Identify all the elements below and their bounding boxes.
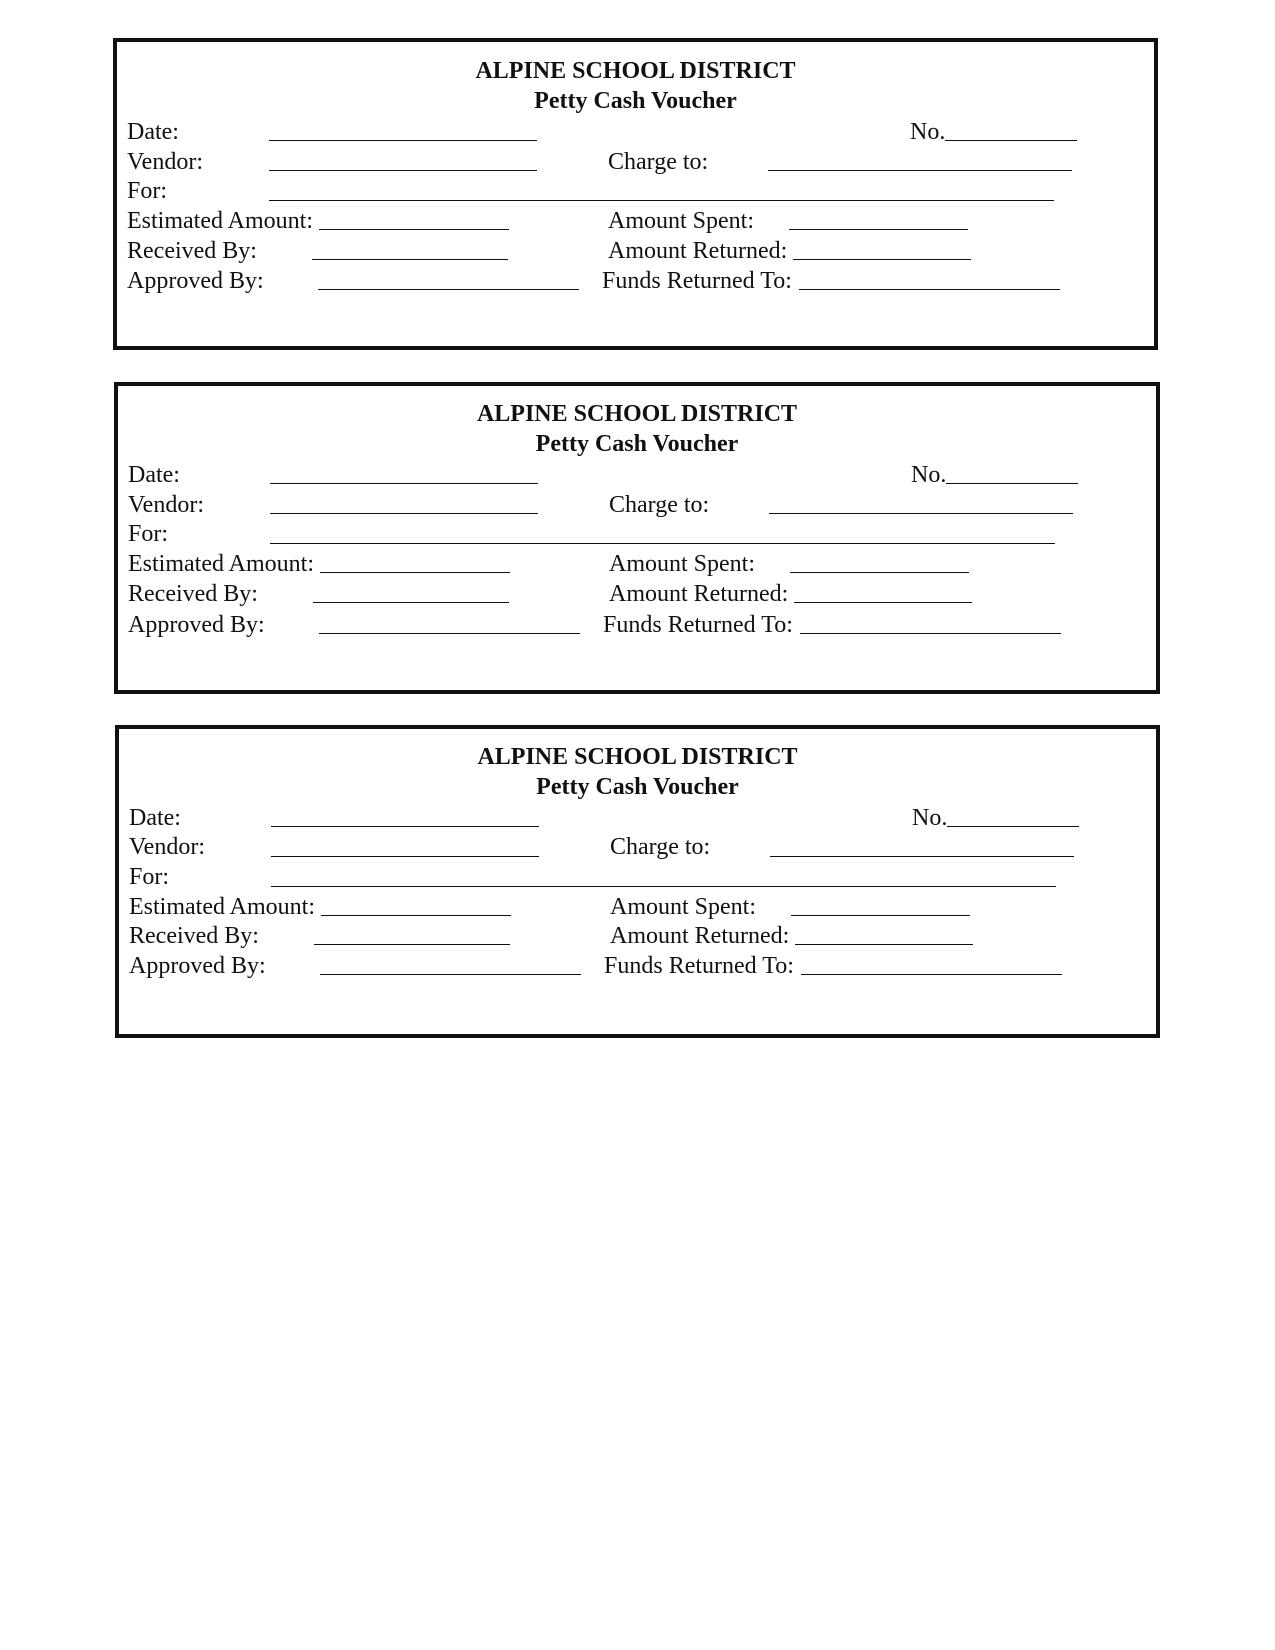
voucher-number-field[interactable] xyxy=(947,826,1079,827)
date-label: Date: xyxy=(127,119,179,145)
amount-spent-field[interactable] xyxy=(791,915,970,916)
estimated-amount-field[interactable] xyxy=(320,572,510,573)
received-by-field[interactable] xyxy=(312,259,508,260)
amount-spent-field[interactable] xyxy=(790,572,969,573)
petty-cash-voucher-2 xyxy=(114,382,1160,694)
funds-returned-to-field[interactable] xyxy=(800,633,1061,634)
date-field[interactable] xyxy=(271,826,539,827)
for-field[interactable] xyxy=(271,886,1056,887)
for-label: For: xyxy=(127,178,168,204)
approved-by-field[interactable] xyxy=(320,974,581,975)
received-by-field[interactable] xyxy=(313,602,509,603)
approved-by-label: Approved By: xyxy=(128,612,265,638)
estimated-amount-field[interactable] xyxy=(319,229,509,230)
charge-to-label: Charge to: xyxy=(610,834,711,860)
vendor-label: Vendor: xyxy=(128,492,204,518)
for-field[interactable] xyxy=(269,200,1054,201)
estimated-amount-label: Estimated Amount: xyxy=(128,551,314,577)
approved-by-label: Approved By: xyxy=(127,268,264,294)
date-label: Date: xyxy=(129,805,181,831)
district-heading: ALPINE SCHOOL DISTRICT xyxy=(475,58,796,84)
amount-spent-field[interactable] xyxy=(789,229,968,230)
voucher-number-field[interactable] xyxy=(945,140,1077,141)
no-label: No. xyxy=(910,119,946,145)
amount-spent-label: Amount Spent: xyxy=(610,894,757,920)
amount-spent-label: Amount Spent: xyxy=(608,208,755,234)
date-field[interactable] xyxy=(269,140,537,141)
vendor-field[interactable] xyxy=(269,170,537,171)
funds-returned-to-field[interactable] xyxy=(799,289,1060,290)
vendor-label: Vendor: xyxy=(127,149,203,175)
vendor-field[interactable] xyxy=(271,856,539,857)
for-label: For: xyxy=(128,521,169,547)
amount-returned-label: Amount Returned: xyxy=(609,581,789,607)
amount-returned-field[interactable] xyxy=(795,944,973,945)
funds-returned-to-field[interactable] xyxy=(801,974,1062,975)
estimated-amount-field[interactable] xyxy=(321,915,511,916)
amount-spent-label: Amount Spent: xyxy=(609,551,756,577)
received-by-label: Received By: xyxy=(127,238,257,264)
received-by-label: Received By: xyxy=(129,923,259,949)
approved-by-field[interactable] xyxy=(318,289,579,290)
petty-cash-voucher-3 xyxy=(115,725,1160,1038)
vendor-field[interactable] xyxy=(270,513,538,514)
charge-to-label: Charge to: xyxy=(609,492,710,518)
date-field[interactable] xyxy=(270,483,538,484)
voucher-number-field[interactable] xyxy=(946,483,1078,484)
approved-by-field[interactable] xyxy=(319,633,580,634)
approved-by-label: Approved By: xyxy=(129,953,266,979)
voucher-title: Petty Cash Voucher xyxy=(534,88,737,114)
estimated-amount-label: Estimated Amount: xyxy=(129,894,315,920)
received-by-label: Received By: xyxy=(128,581,258,607)
charge-to-field[interactable] xyxy=(769,513,1073,514)
district-heading: ALPINE SCHOOL DISTRICT xyxy=(477,744,798,770)
received-by-field[interactable] xyxy=(314,944,510,945)
amount-returned-label: Amount Returned: xyxy=(608,238,788,264)
voucher-title: Petty Cash Voucher xyxy=(535,431,739,457)
charge-to-label: Charge to: xyxy=(608,149,709,175)
charge-to-field[interactable] xyxy=(768,170,1072,171)
amount-returned-label: Amount Returned: xyxy=(610,923,790,949)
charge-to-field[interactable] xyxy=(770,856,1074,857)
estimated-amount-label: Estimated Amount: xyxy=(127,208,313,234)
voucher-title: Petty Cash Voucher xyxy=(536,774,739,800)
vendor-label: Vendor: xyxy=(129,834,205,860)
no-label: No. xyxy=(912,805,948,831)
funds-returned-to-label: Funds Returned To: xyxy=(604,953,794,979)
for-field[interactable] xyxy=(270,543,1055,544)
petty-cash-voucher-1 xyxy=(113,38,1158,350)
amount-returned-field[interactable] xyxy=(793,259,971,260)
funds-returned-to-label: Funds Returned To: xyxy=(603,612,793,638)
no-label: No. xyxy=(911,462,947,488)
for-label: For: xyxy=(129,864,170,890)
district-heading: ALPINE SCHOOL DISTRICT xyxy=(476,401,798,427)
date-label: Date: xyxy=(128,462,180,488)
funds-returned-to-label: Funds Returned To: xyxy=(602,268,792,294)
amount-returned-field[interactable] xyxy=(794,602,972,603)
